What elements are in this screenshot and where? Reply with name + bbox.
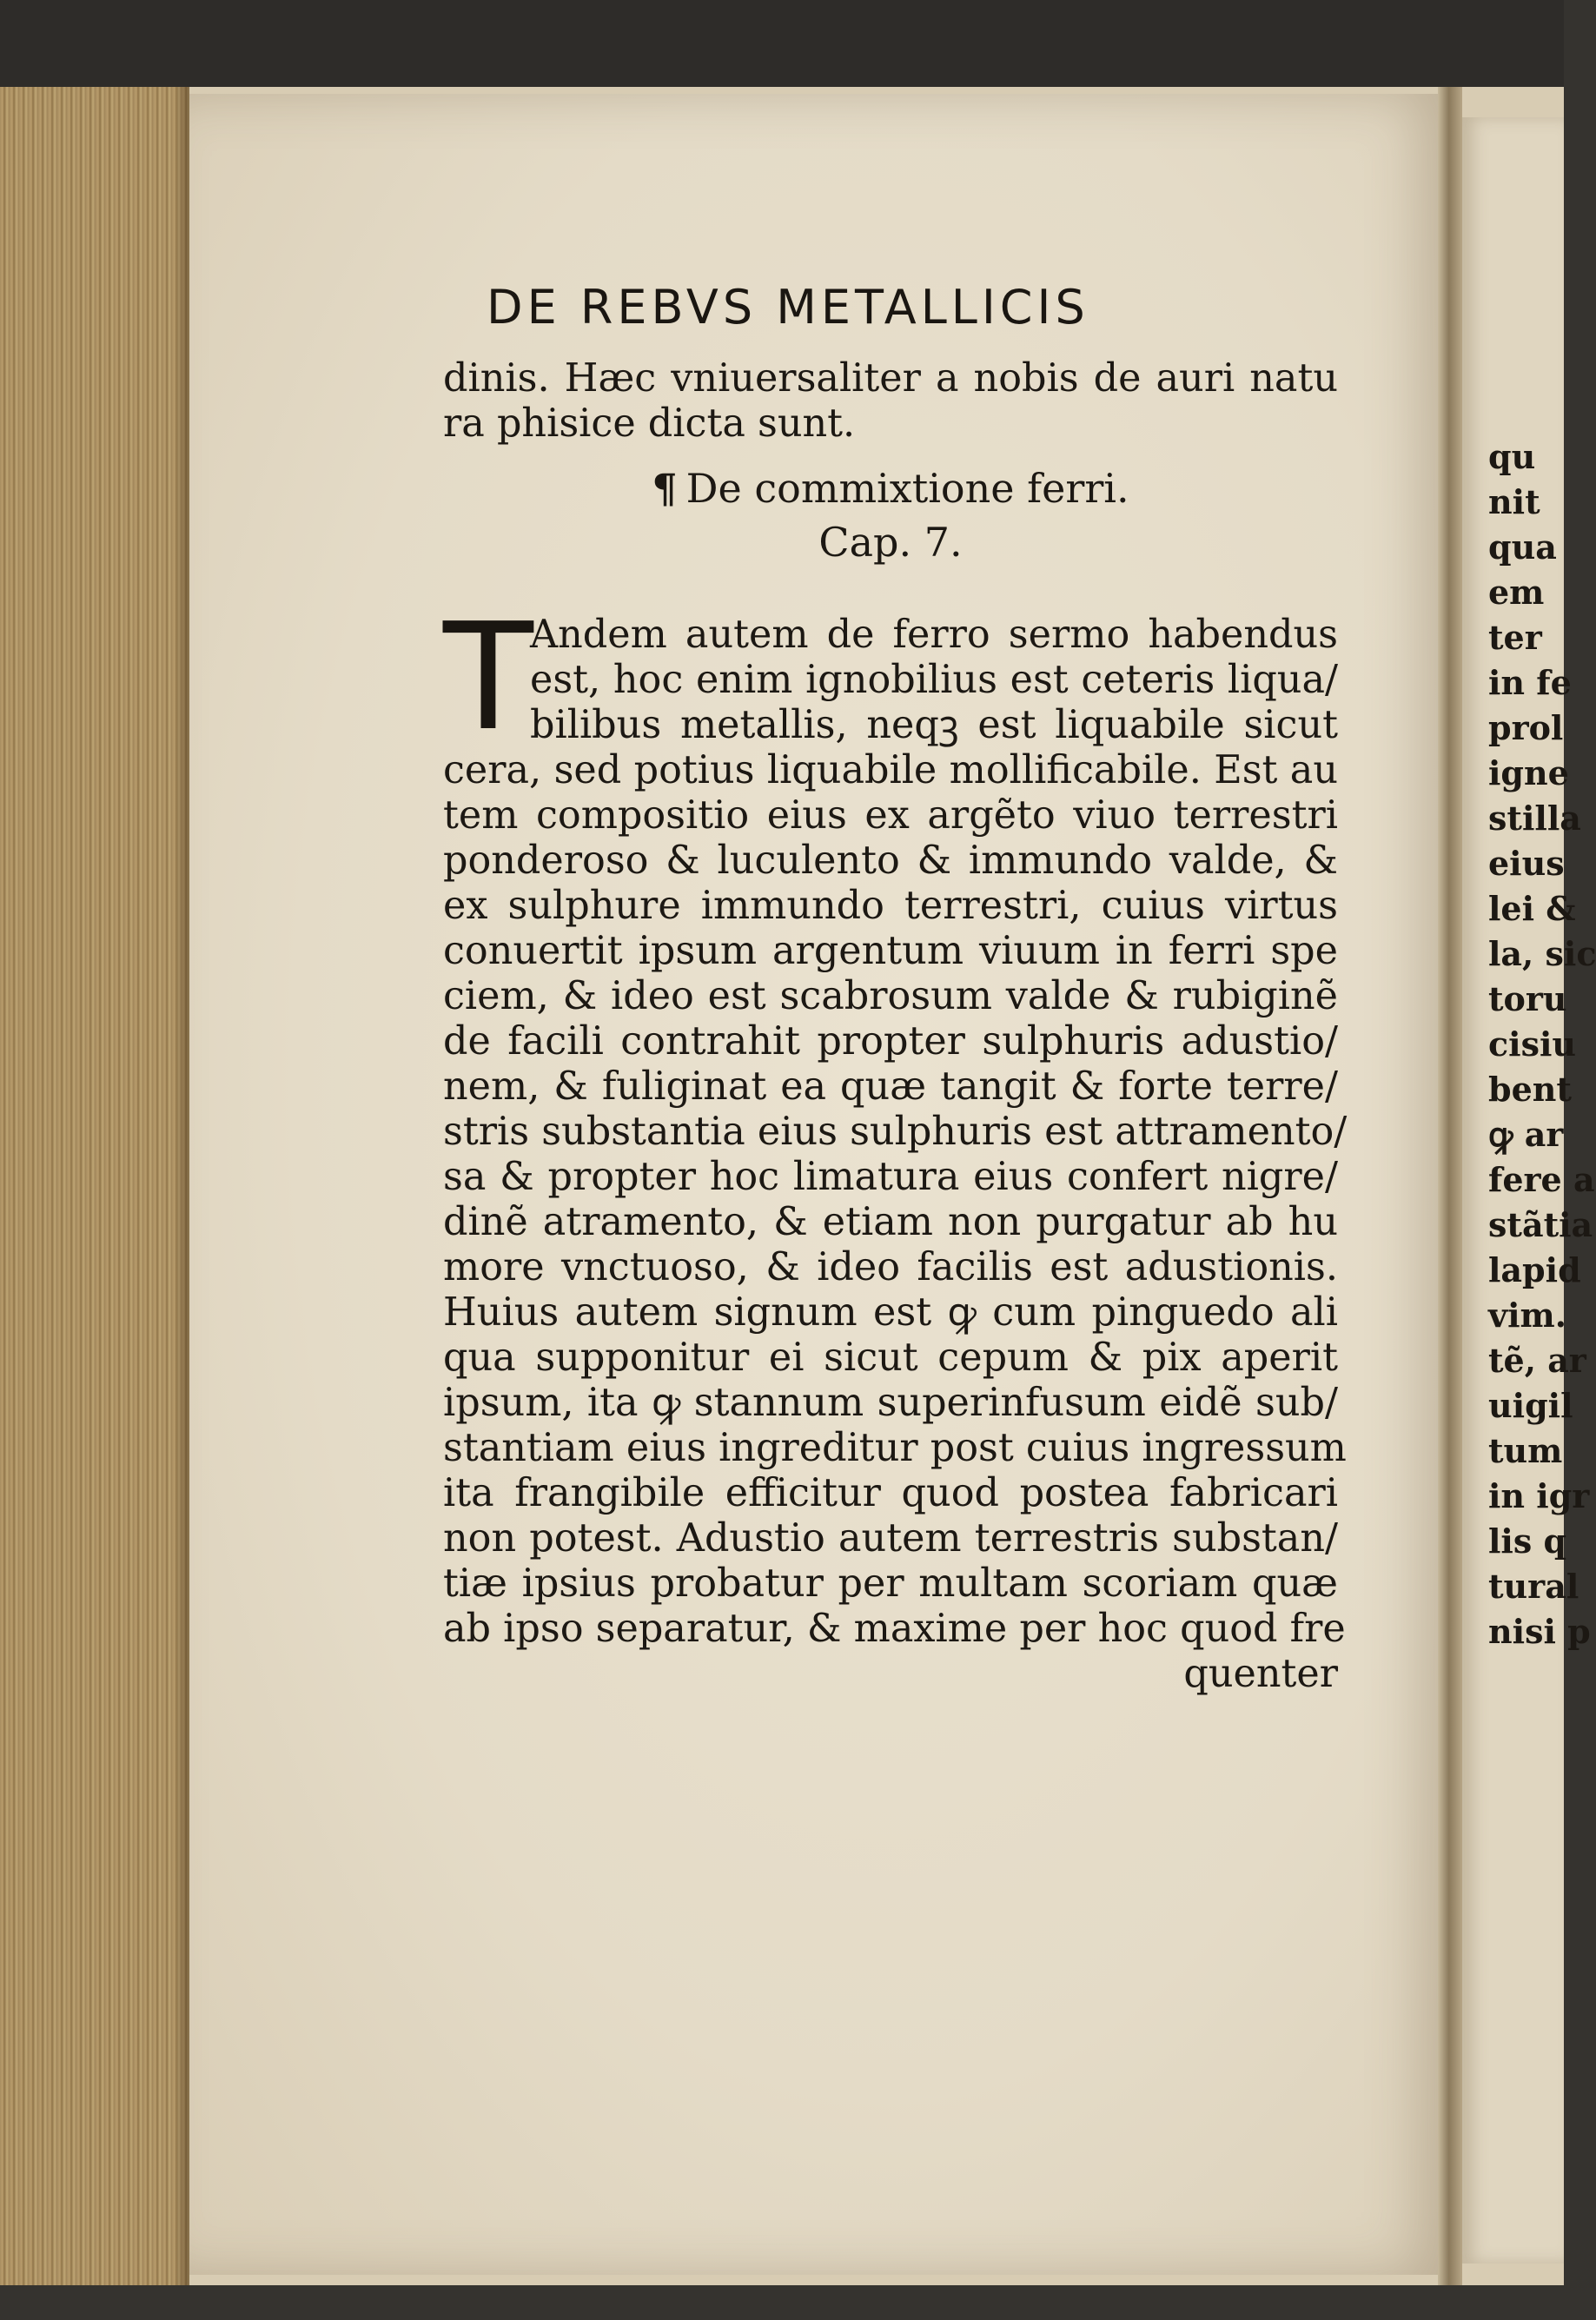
facing-page-fragment: uigil: [1488, 1386, 1573, 1425]
text-line: Andem autem de ferro sermo habendus: [530, 613, 1338, 657]
facing-page-fragment: la, sic: [1488, 934, 1596, 973]
book-gutter: [1438, 87, 1462, 2285]
page-edges: [0, 87, 189, 2285]
running-head: DE REBVS METALLICIS: [487, 280, 1089, 335]
facing-page: [1462, 117, 1596, 2264]
facing-page-fragment: lei &: [1488, 889, 1576, 928]
facing-page-fragment: eius: [1488, 844, 1565, 883]
pilcrow-mark: ¶: [652, 465, 678, 512]
facing-page-fragment: tẽ, ar: [1488, 1341, 1586, 1380]
text-line: stris substantia eius sulphuris est attramento/: [443, 1110, 1348, 1154]
text-line: bilibus metallis, neqꝫ est liquabile sicut: [530, 703, 1338, 747]
catchword: quenter: [1183, 1652, 1338, 1696]
chapter-title: De commixtione ferri.: [685, 465, 1129, 512]
text-line: Huius autem signum est ꝙ cum pinguedo ali: [443, 1290, 1338, 1335]
drop-cap-initial: T: [443, 592, 533, 764]
text-line: qua supponitur ei sicut cepum & pix aperit: [443, 1336, 1338, 1380]
text-line: cera, sed potius liquabile mollificabile. Est au: [443, 748, 1338, 792]
chapter-number: Cap. 7.: [818, 519, 963, 566]
chapter-heading: [443, 462, 1338, 514]
facing-page-fragment: nisi p: [1488, 1612, 1591, 1651]
text-line: ex sulphure immundo terrestri, cuius virtus: [443, 884, 1338, 928]
text-line: dinẽ atramento, & etiam non purgatur ab hu: [443, 1200, 1338, 1244]
facing-page-fragment: bent: [1488, 1070, 1572, 1109]
text-line: ita frangibile efficitur quod postea fabricari: [443, 1471, 1338, 1515]
facing-page-fragment: cisiu: [1488, 1024, 1577, 1064]
facing-page-fragment: lis q: [1488, 1521, 1567, 1561]
facing-page-fragment: lapid: [1488, 1250, 1581, 1289]
text-line: dinis. Hæc vniuersaliter a nobis de auri natu: [443, 356, 1338, 401]
facing-page-fragment: igne: [1488, 753, 1569, 792]
text-line: conuertit ipsum argentum viuum in ferri spe: [443, 929, 1338, 973]
facing-page-fragment: stãtia: [1488, 1205, 1593, 1244]
facing-page-fragment: tural: [1488, 1567, 1579, 1606]
text-line: de facili contrahit propter sulphuris adustio/: [443, 1019, 1338, 1064]
facing-page-fragment: vim.: [1488, 1296, 1566, 1335]
text-line: est, hoc enim ignobilius est ceteris liqua/: [530, 658, 1338, 702]
facing-page-fragment: em: [1488, 573, 1545, 612]
text-line: ponderoso & luculento & immundo valde, &: [443, 839, 1338, 883]
facing-page-fragment: nit: [1488, 482, 1540, 521]
text-line: more vnctuoso, & ideo facilis est adustionis.: [443, 1245, 1338, 1289]
facing-page-fragment: fere a: [1488, 1160, 1595, 1199]
text-line: stantiam eius ingreditur post cuius ingressum: [443, 1426, 1347, 1470]
facing-page-fragment: tum: [1488, 1431, 1563, 1470]
facing-page-fragment: qu: [1488, 437, 1536, 476]
facing-page-fragment: ꝙ ar: [1488, 1115, 1564, 1154]
facing-page-fragment: in fe: [1488, 663, 1572, 702]
facing-page-fragment: stilla: [1488, 799, 1581, 838]
facing-page-fragment: prol: [1488, 708, 1564, 747]
facing-page-fragment: ter: [1488, 618, 1542, 657]
text-line: ipsum, ita ꝙ stannum superinfusum eidẽ sub/: [443, 1381, 1338, 1425]
facing-page-fragment: toru: [1488, 979, 1567, 1018]
text-line: ra phisice dicta sunt.: [443, 401, 856, 446]
text-line: ab ipso separatur, & maxime per hoc quod fre: [443, 1607, 1346, 1651]
text-line: sa & propter hoc limatura eius confert nigre/: [443, 1155, 1338, 1199]
text-line: tem compositio eius ex argẽto viuo terrestri: [443, 793, 1338, 838]
text-line: nem, & fuliginat ea quæ tangit & forte terre/: [443, 1064, 1338, 1109]
text-line: non potest. Adustio autem terrestris substan/: [443, 1516, 1338, 1561]
facing-page-fragment: qua: [1488, 527, 1557, 567]
text-line: ciem, & ideo est scabrosum valde & rubiginẽ: [443, 974, 1338, 1018]
facing-page-fragment: in igr: [1488, 1476, 1590, 1515]
text-line: tiæ ipsius probatur per multam scoriam quæ: [443, 1561, 1338, 1606]
